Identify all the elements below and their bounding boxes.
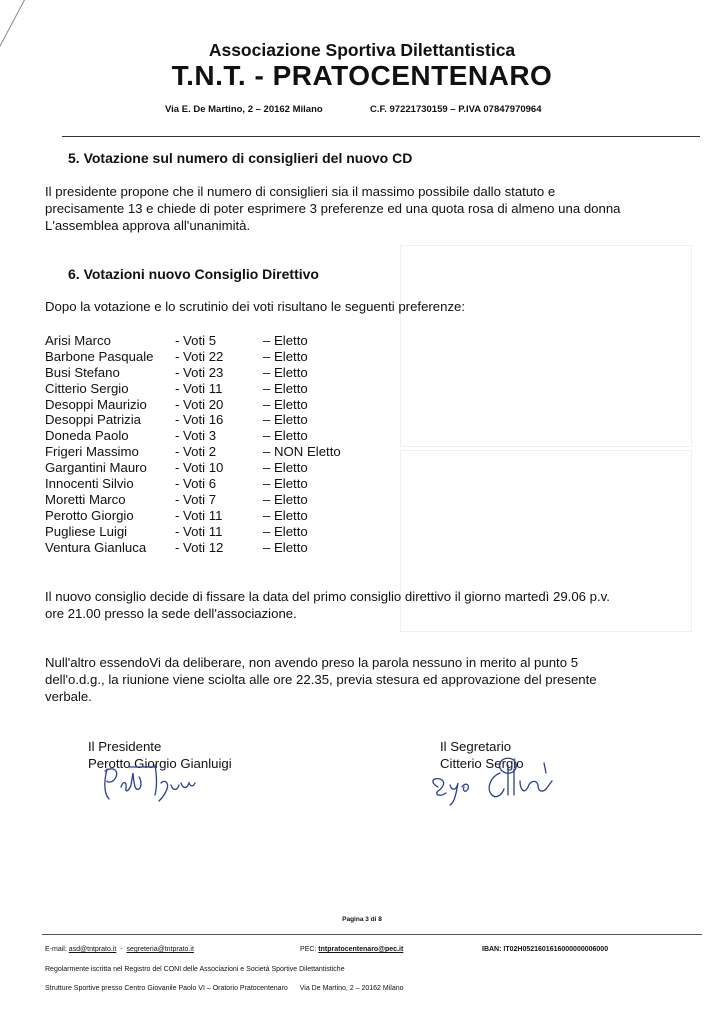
footer-iban (482, 946, 608, 953)
council-line: ore 21.00 presso la sede dell'associazione. (45, 606, 297, 621)
candidate-outcome: – Eletto (263, 396, 308, 412)
pec-link[interactable]: tntpratocentenaro@pec.it (318, 946, 404, 953)
candidate-votes: - Voti 23 (175, 364, 224, 380)
candidate-outcome: – Eletto (263, 364, 308, 380)
candidate-outcome: – Eletto (263, 333, 308, 348)
candidate-name: Ventura Gianluca (45, 539, 147, 555)
email-label: E-mail: (45, 946, 67, 953)
candidate-outcome: – Eletto (263, 348, 308, 364)
closing-line: Null'altro essendoVi da deliberare, non avendo preso la parola nessuno in merito al punto 5 (45, 655, 579, 670)
section-5-heading: 5. Votazione sul numero di consiglieri del nuovo CD (68, 150, 413, 166)
candidate-name: Gargantini Mauro (45, 460, 147, 476)
footer-divider (42, 934, 702, 935)
candidate-votes: - Voti 22 (175, 348, 224, 364)
facilities-address: Via De Martino, 2 – 20162 Milano (299, 985, 404, 992)
footer-pec (300, 946, 403, 953)
facilities-name: Strutture Sportive presso Centro Giovanile Paolo VI – Oratorio Pratocentenaro (45, 985, 288, 992)
candidate-votes: - Voti 11 (175, 523, 223, 539)
candidate-name: Innocenti Silvio (45, 476, 134, 492)
footer-facilities (45, 985, 404, 992)
section-5-body (45, 183, 695, 234)
candidate-name: Doneda Paolo (45, 428, 129, 444)
candidate-name: Citterio Sergio (45, 380, 129, 396)
candidate-name: Desoppi Maurizio (45, 396, 147, 412)
candidate-name: Barbone Pasquale (45, 348, 154, 364)
candidate-votes: - Voti 7 (175, 491, 217, 507)
candidate-votes: - Voti 10 (175, 460, 224, 476)
bleed-through-box (400, 245, 692, 447)
candidate-outcome: – Eletto (263, 491, 308, 507)
association-type: Associazione Sportiva Dilettantistica (208, 40, 516, 60)
closing-line: dell'o.d.g., la riunione viene sciolta alle ore 22.35, previa stesura ed approvazione del presente (45, 672, 597, 687)
president-signature (95, 755, 235, 805)
candidate-outcome: – Eletto (263, 428, 308, 444)
section-6-heading: 6. Votazioni nuovo Consiglio Direttivo (68, 266, 319, 282)
president-name: Perotto Giorgio Gianluigi (88, 756, 232, 771)
council-paragraph (45, 588, 695, 622)
candidate-name: Moretti Marco (45, 491, 126, 507)
email-separator: - (120, 946, 123, 953)
candidate-votes: - Voti 6 (175, 476, 217, 492)
email-link-asd[interactable]: asd@tntprato.it (68, 946, 117, 953)
pec-label: PEC: (300, 946, 317, 953)
candidate-name: Perotto Giorgio (45, 507, 134, 523)
candidate-outcome: – NON Eletto (263, 444, 341, 460)
iban-value: IBAN: IT02H0521601616000000006000 (482, 946, 609, 953)
candidate-outcome: – Eletto (263, 523, 308, 539)
secretary-title: Il Segretario (440, 739, 512, 754)
secretary-name: Citterio Sergio (440, 756, 524, 771)
section-5-line: precisamente 13 e chiede di poter esprimere 3 preferenze ed una quota rosa di almeno una donna (45, 201, 621, 216)
candidate-votes: - Voti 5 (175, 333, 217, 348)
candidate-votes: - Voti 3 (175, 428, 217, 444)
candidate-outcome: – Eletto (263, 380, 308, 396)
page-number: Pagina 3 di 8 (342, 916, 382, 923)
candidate-name: Frigeri Massimo (45, 444, 139, 460)
secretary-signature (420, 755, 580, 810)
candidate-votes: - Voti 11 (175, 507, 223, 523)
association-fiscal-codes: C.F. 97221730159 – P.IVA 07847970964 (370, 104, 542, 115)
candidate-name: Busi Stefano (45, 364, 120, 380)
footer-registry: Regolarmente iscritta nel Registro del CONI delle Associazioni e Società Sportive Dilettantistiche (45, 966, 345, 973)
candidate-votes: - Voti 2 (175, 444, 217, 460)
section-5-line: Il presidente propone che il numero di consiglieri sia il massimo possibile dallo statuto e (45, 184, 556, 199)
candidate-name: Arisi Marco (45, 333, 111, 348)
candidate-votes: - Voti 12 (175, 539, 224, 555)
candidate-outcome: – Eletto (263, 476, 308, 492)
closing-paragraph (45, 654, 695, 705)
candidate-outcome: – Eletto (263, 460, 308, 476)
president-title: Il Presidente (88, 739, 162, 754)
section-5-line: L'assemblea approva all'unanimità. (45, 218, 251, 233)
email-link-segreteria[interactable]: segreteria@tntprato.it (126, 946, 194, 953)
candidate-name: Pugliese Luigi (45, 523, 128, 539)
candidate-outcome: – Eletto (263, 412, 308, 428)
candidate-outcome: – Eletto (263, 539, 308, 555)
candidate-name: Desoppi Patrizia (45, 412, 142, 428)
header-divider (62, 136, 700, 137)
closing-line: verbale. (45, 689, 92, 704)
candidate-votes: - Voti 20 (175, 396, 224, 412)
council-line: Il nuovo consiglio decide di fissare la data del primo consiglio direttivo il giorno martedì 29.06 p.v. (45, 589, 610, 604)
candidate-votes: - Voti 11 (175, 380, 223, 396)
candidate-votes: - Voti 16 (175, 412, 224, 428)
footer-email (45, 946, 194, 953)
association-name: T.N.T. - PRATOCENTENARO (171, 60, 553, 91)
section-6-intro: Dopo la votazione e lo scrutinio dei voti risultano le seguenti preferenze: (45, 299, 466, 314)
candidate-outcome: – Eletto (263, 507, 308, 523)
association-address: Via E. De Martino, 2 – 20162 Milano (165, 104, 323, 115)
